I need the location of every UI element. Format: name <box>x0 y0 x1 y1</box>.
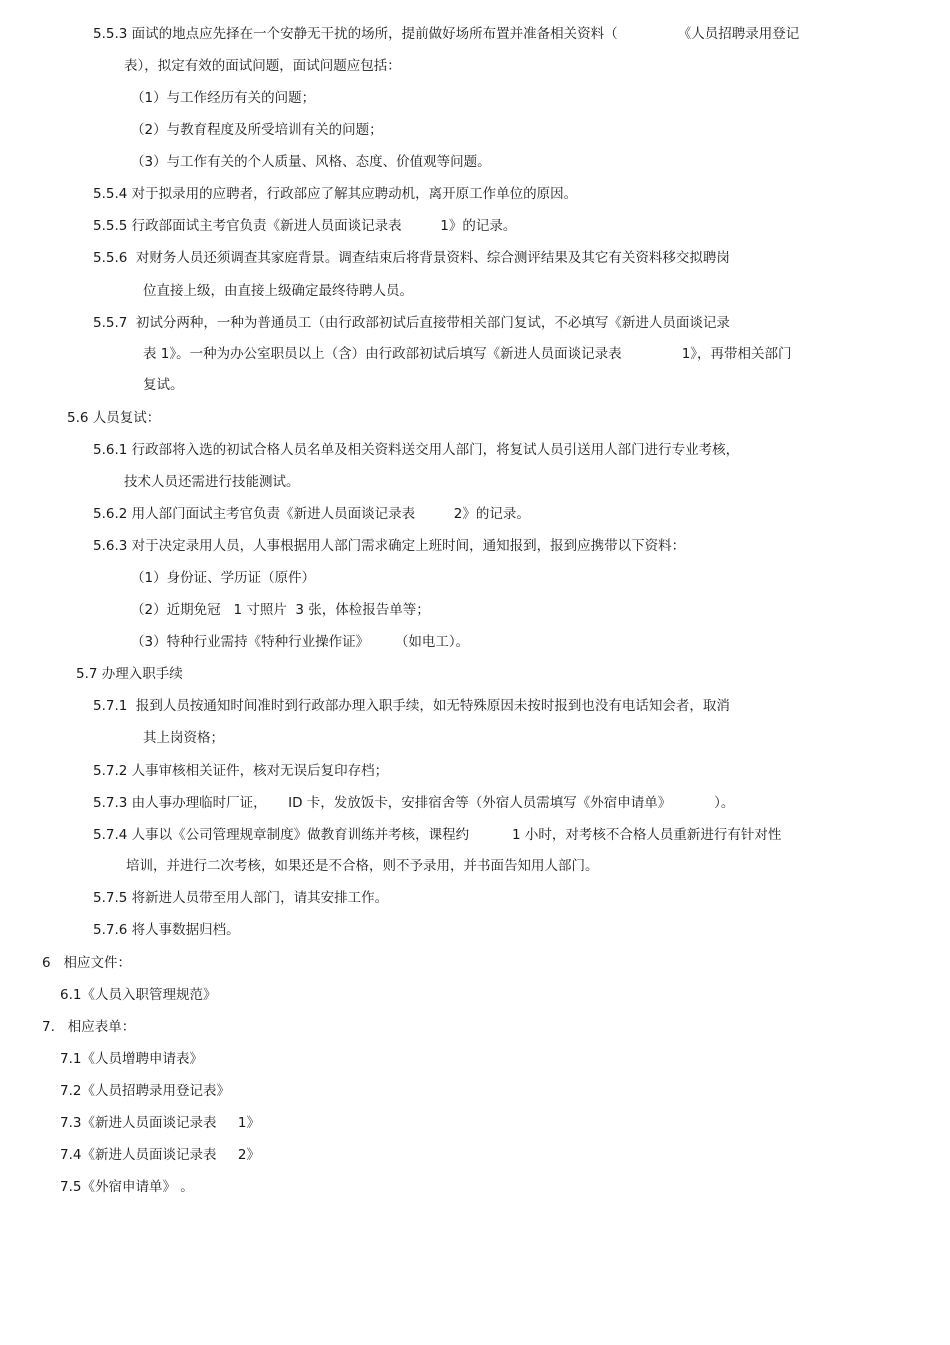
text-line: （1）与工作经历有关的问题； <box>131 90 316 106</box>
text-line: 5.5.3 面试的地点应先择在一个安静无干扰的场所，提前做好场所布置并准备相关资料（ 《人员招聘录用登记 <box>93 26 800 42</box>
text-line: 5.5.6 对财务人员还须调查其家庭背景。调查结束后将背景资料、综合测评结果及其它有关资料移交拟聘岗 <box>93 250 730 266</box>
text-line: 培训，并进行二次考核，如果还是不合格，则不予录用，并书面告知用人部门。 <box>126 858 599 874</box>
list-item: 6.1《人员入职管理规范》 <box>60 987 217 1003</box>
section-heading: 6 相应文件： <box>42 955 131 971</box>
section-heading: 5.6 人员复试： <box>67 410 161 426</box>
section-heading: 5.7 办理入职手续 <box>76 666 183 682</box>
text-line: 位直接上级，由直接上级确定最终待聘人员。 <box>143 283 413 299</box>
list-item: 7.2《人员招聘录用登记表》 <box>60 1083 230 1099</box>
text-line: 5.5.4 对于拟录用的应聘者，行政部应了解其应聘动机，离开原工作单位的原因。 <box>93 186 578 202</box>
list-item: 7.1《人员增聘申请表》 <box>60 1051 203 1067</box>
text-line: 5.6.1 行政部将入选的初试合格人员名单及相关资料送交用人部门，将复试人员引送用人部门进行专业考核， <box>93 442 740 458</box>
list-item: 7.3《新进人员面谈记录表 1》 <box>60 1115 261 1131</box>
text-line: 5.7.5 将新进人员带至用人部门，请其安排工作。 <box>93 890 389 906</box>
text-line: 5.6.3 对于决定录用人员，人事根据用人部门需求确定上班时间，通知报到，报到应携带以下资料： <box>93 538 686 554</box>
section-heading: 7. 相应表单： <box>42 1019 136 1035</box>
text-line: 5.7.4 人事以《公司管理规章制度》做教育训练并考核，课程约 1 小时，对考核不合格人员重新进行有针对性 <box>93 827 782 843</box>
text-line: 复试。 <box>143 377 184 393</box>
text-line: 表），拟定有效的面试问题，面试问题应包括： <box>124 58 401 74</box>
text-line: 5.5.7 初试分两种，一种为普通员工（由行政部初试后直接带相关部门复试，不必填写《新进人员面谈记录 <box>93 315 730 331</box>
text-line: 5.7.2 人事审核相关证件，核对无误后复印存档； <box>93 763 389 779</box>
text-line: 5.5.5 行政部面试主考官负责《新进人员面谈记录表 1》的记录。 <box>93 218 517 234</box>
text-line: 5.7.3 由人事办理临时厂证， ID 卡，发放饭卡，安排宿舍等（外宿人员需填写《外宿申请单》 ）。 <box>93 795 735 811</box>
list-item: 7.5《外宿申请单》 。 <box>60 1179 194 1195</box>
text-line: 5.7.1 报到人员按通知时间准时到行政部办理入职手续，如无特殊原因未按时报到也没有电话知会者，取消 <box>93 698 730 714</box>
text-line: 表 1》。一种为办公室职员以上（含）由行政部初试后填写《新进人员面谈记录表 1》，再带相关部门 <box>143 346 792 362</box>
text-line: （2）近期免冠 1 寸照片 3 张，体检报告单等； <box>131 602 430 618</box>
text-line: 5.6.2 用人部门面试主考官负责《新进人员面谈记录表 2》的记录。 <box>93 506 530 522</box>
text-line: （3）与工作有关的个人质量、风格、态度、价值观等问题。 <box>131 154 491 170</box>
text-line: 5.7.6 将人事数据归档。 <box>93 922 240 938</box>
list-item: 7.4《新进人员面谈记录表 2》 <box>60 1147 261 1163</box>
text-line: 其上岗资格； <box>143 730 224 746</box>
text-line: 技术人员还需进行技能测试。 <box>124 474 300 490</box>
text-line: （3）特种行业需持《特种行业操作证》 （如电工）。 <box>131 634 470 650</box>
text-line: （1）身份证、学历证（原件） <box>131 570 316 586</box>
text-line: （2）与教育程度及所受培训有关的问题； <box>131 122 383 138</box>
